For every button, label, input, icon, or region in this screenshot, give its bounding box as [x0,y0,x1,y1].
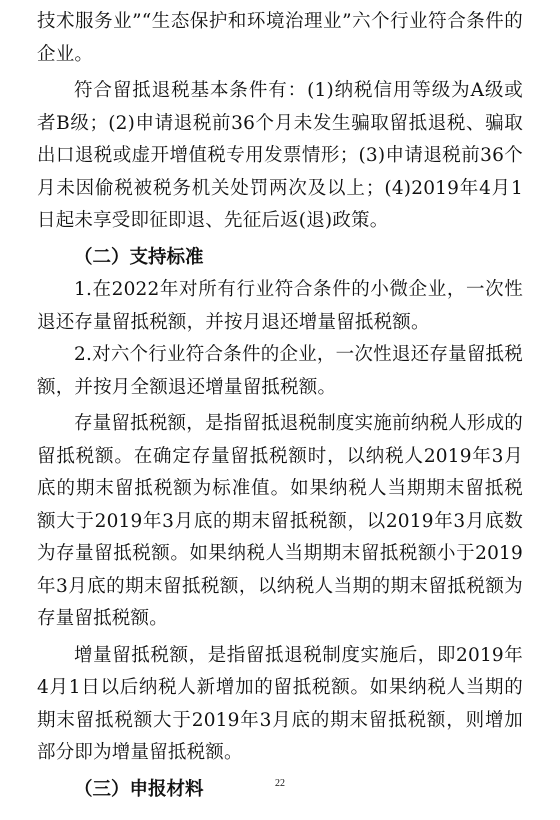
paragraph-standard-small-micro: 1.在2022年对所有行业符合条件的小微企业，一次性退还存量留抵税额，并按月退还增量留抵税额。 [37,279,523,333]
paragraph-incremental-credit-definition: 增量留抵税额，是指留抵退税制度实施后，即2019年4月1日以后纳税人新增加的留抵税额。如果纳税人当期的期末留抵税额大于2019年3月底的期末留抵税额，则增加部分即为增量留抵税额。 [37,644,523,763]
paragraph-standard-six-industries: 2.对六个行业符合条件的企业，一次性退还存量留抵税额，并按月全额退还增量留抵税额。 [37,344,523,398]
section-heading-support-standard: （二）支持标准 [74,246,204,268]
paragraph-basic-conditions: 符合留抵退税基本条件有：(1)纳税信用等级为A级或者B级；(2)申请退税前36个月未发生骗取留抵退税、骗取出口退税或虚开增值税专用发票情形；(3)申请退税前36个月未因偷税被税务机关处罚两次及以上；(4)2019年4月1日起未享受即征即退、先征后返(退)政策。 [37,80,523,231]
page-number: 22 [275,778,285,789]
document-body [37,6,523,806]
section-heading-application-materials: （三）申报材料 [74,778,204,800]
paragraph-stock-credit-definition: 存量留抵税额，是指留抵退税制度实施前纳税人形成的留抵税额。在确定存量留抵税额时，以纳税人2019年3月底的期末留抵税额为标准值。如果纳税人当期期末留抵税额大于2019年3月底的期末留抵税额，以2019年3月底数为存量留抵税额。如果纳税人当期期末留抵税额小于2019年3月底的期末留抵税额，以纳税人当期的期末留抵税额为存量留抵税额。 [37,413,523,629]
paragraph-industry-continuation: 技术服务业”“生态保护和环境治理业”六个行业符合条件的企业。 [37,11,523,65]
